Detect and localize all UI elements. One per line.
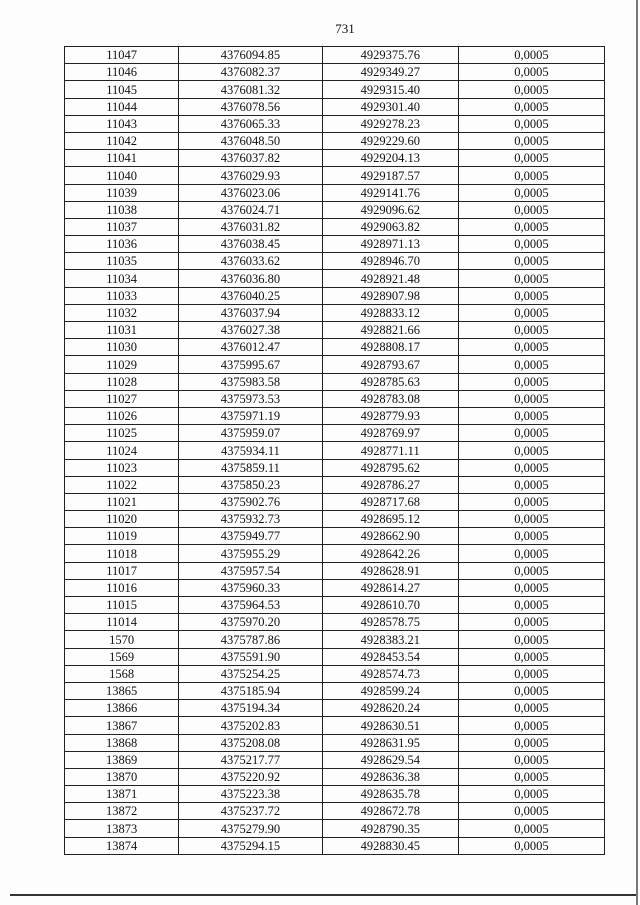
table-row	[65, 236, 605, 253]
tolerance-cell: 0,0005	[458, 132, 604, 149]
point-id-cell: 11030	[65, 339, 179, 356]
table-row	[65, 476, 605, 493]
tolerance-cell: 0,0005	[458, 700, 604, 717]
point-id-cell: 11036	[65, 236, 179, 253]
y-coordinate-cell: 4928717.68	[322, 493, 458, 510]
x-coordinate-cell: 4375237.72	[179, 803, 322, 820]
x-coordinate-cell: 4375934.11	[179, 442, 322, 459]
table-row	[65, 700, 605, 717]
tolerance-cell: 0,0005	[458, 81, 604, 98]
y-coordinate-cell: 4928628.91	[322, 562, 458, 579]
point-id-cell: 13872	[65, 803, 179, 820]
y-coordinate-cell: 4929096.62	[322, 201, 458, 218]
table-row	[65, 768, 605, 785]
point-id-cell: 11039	[65, 184, 179, 201]
table-row	[65, 511, 605, 528]
x-coordinate-cell: 4375932.73	[179, 511, 322, 528]
table-row	[65, 150, 605, 167]
x-coordinate-cell: 4375957.54	[179, 562, 322, 579]
tolerance-cell: 0,0005	[458, 682, 604, 699]
tolerance-cell: 0,0005	[458, 717, 604, 734]
table-row	[65, 356, 605, 373]
page-number: 731	[335, 21, 355, 36]
point-id-cell: 13868	[65, 734, 179, 751]
y-coordinate-cell: 4928795.62	[322, 459, 458, 476]
table-row	[65, 442, 605, 459]
table-row	[65, 493, 605, 510]
y-coordinate-cell: 4928833.12	[322, 304, 458, 321]
y-coordinate-cell: 4929204.13	[322, 150, 458, 167]
point-id-cell: 11031	[65, 322, 179, 339]
tolerance-cell: 0,0005	[458, 768, 604, 785]
x-coordinate-cell: 4375294.15	[179, 837, 322, 854]
point-id-cell: 13866	[65, 700, 179, 717]
x-coordinate-cell: 4375254.25	[179, 665, 322, 682]
y-coordinate-cell: 4929063.82	[322, 218, 458, 235]
point-id-cell: 11014	[65, 614, 179, 631]
x-coordinate-cell: 4375970.20	[179, 614, 322, 631]
x-coordinate-cell: 4376078.56	[179, 98, 322, 115]
y-coordinate-cell: 4929229.60	[322, 132, 458, 149]
x-coordinate-cell: 4376040.25	[179, 287, 322, 304]
x-coordinate-cell: 4375202.83	[179, 717, 322, 734]
y-coordinate-cell: 4928453.54	[322, 648, 458, 665]
y-coordinate-cell: 4928907.98	[322, 287, 458, 304]
point-id-cell: 11026	[65, 407, 179, 424]
y-coordinate-cell: 4928636.38	[322, 768, 458, 785]
y-coordinate-cell: 4929315.40	[322, 81, 458, 98]
table-row	[65, 132, 605, 149]
tolerance-cell: 0,0005	[458, 287, 604, 304]
point-id-cell: 11043	[65, 115, 179, 132]
x-coordinate-cell: 4375983.58	[179, 373, 322, 390]
table-row	[65, 459, 605, 476]
tolerance-cell: 0,0005	[458, 786, 604, 803]
point-id-cell: 11044	[65, 98, 179, 115]
table-row	[65, 115, 605, 132]
point-id-cell: 11047	[65, 47, 179, 64]
tolerance-cell: 0,0005	[458, 837, 604, 854]
page-right-edge	[636, 0, 638, 905]
tolerance-cell: 0,0005	[458, 665, 604, 682]
x-coordinate-cell: 4376031.82	[179, 218, 322, 235]
x-coordinate-cell: 4376094.85	[179, 47, 322, 64]
point-id-cell: 11033	[65, 287, 179, 304]
point-id-cell: 13869	[65, 751, 179, 768]
x-coordinate-cell: 4375217.77	[179, 751, 322, 768]
tolerance-cell: 0,0005	[458, 614, 604, 631]
y-coordinate-cell: 4928793.67	[322, 356, 458, 373]
point-id-cell: 1569	[65, 648, 179, 665]
x-coordinate-cell: 4376023.06	[179, 184, 322, 201]
y-coordinate-cell: 4928629.54	[322, 751, 458, 768]
y-coordinate-cell: 4928631.95	[322, 734, 458, 751]
table-row	[65, 270, 605, 287]
tolerance-cell: 0,0005	[458, 476, 604, 493]
table-row	[65, 98, 605, 115]
table-row	[65, 734, 605, 751]
point-id-cell: 11035	[65, 253, 179, 270]
y-coordinate-cell: 4928635.78	[322, 786, 458, 803]
point-id-cell: 11019	[65, 528, 179, 545]
page-bottom-border	[10, 894, 636, 896]
table-row	[65, 47, 605, 64]
table-row	[65, 682, 605, 699]
y-coordinate-cell: 4928769.97	[322, 425, 458, 442]
tolerance-cell: 0,0005	[458, 373, 604, 390]
tolerance-cell: 0,0005	[458, 253, 604, 270]
x-coordinate-cell: 4375960.33	[179, 579, 322, 596]
y-coordinate-cell: 4928830.45	[322, 837, 458, 854]
point-id-cell: 11034	[65, 270, 179, 287]
table-row	[65, 820, 605, 837]
point-id-cell: 11042	[65, 132, 179, 149]
tolerance-cell: 0,0005	[458, 390, 604, 407]
y-coordinate-cell: 4928946.70	[322, 253, 458, 270]
table-row	[65, 339, 605, 356]
point-id-cell: 11041	[65, 150, 179, 167]
point-id-cell: 1568	[65, 665, 179, 682]
tolerance-cell: 0,0005	[458, 631, 604, 648]
y-coordinate-cell: 4929301.40	[322, 98, 458, 115]
tolerance-cell: 0,0005	[458, 304, 604, 321]
x-coordinate-cell: 4375194.34	[179, 700, 322, 717]
y-coordinate-cell: 4928383.21	[322, 631, 458, 648]
y-coordinate-cell: 4928790.35	[322, 820, 458, 837]
point-id-cell: 11045	[65, 81, 179, 98]
tolerance-cell: 0,0005	[458, 356, 604, 373]
point-id-cell: 11016	[65, 579, 179, 596]
x-coordinate-cell: 4375208.08	[179, 734, 322, 751]
x-coordinate-cell: 4376012.47	[179, 339, 322, 356]
tolerance-cell: 0,0005	[458, 322, 604, 339]
table-row	[65, 425, 605, 442]
y-coordinate-cell: 4928785.63	[322, 373, 458, 390]
coordinates-table	[64, 46, 605, 855]
point-id-cell: 11018	[65, 545, 179, 562]
tolerance-cell: 0,0005	[458, 511, 604, 528]
point-id-cell: 11023	[65, 459, 179, 476]
table-row	[65, 614, 605, 631]
tolerance-cell: 0,0005	[458, 64, 604, 81]
tolerance-cell: 0,0005	[458, 751, 604, 768]
table-row	[65, 597, 605, 614]
point-id-cell: 11046	[65, 64, 179, 81]
y-coordinate-cell: 4928614.27	[322, 579, 458, 596]
table-row	[65, 407, 605, 424]
table-row	[65, 562, 605, 579]
tolerance-cell: 0,0005	[458, 579, 604, 596]
table-row	[65, 167, 605, 184]
y-coordinate-cell: 4928921.48	[322, 270, 458, 287]
x-coordinate-cell: 4375185.94	[179, 682, 322, 699]
y-coordinate-cell: 4928599.24	[322, 682, 458, 699]
x-coordinate-cell: 4375850.23	[179, 476, 322, 493]
tolerance-cell: 0,0005	[458, 803, 604, 820]
x-coordinate-cell: 4376027.38	[179, 322, 322, 339]
y-coordinate-cell: 4928971.13	[322, 236, 458, 253]
y-coordinate-cell: 4929349.27	[322, 64, 458, 81]
y-coordinate-cell: 4928610.70	[322, 597, 458, 614]
point-id-cell: 13870	[65, 768, 179, 785]
tolerance-cell: 0,0005	[458, 734, 604, 751]
table-row	[65, 837, 605, 854]
table-row	[65, 665, 605, 682]
x-coordinate-cell: 4375279.90	[179, 820, 322, 837]
tolerance-cell: 0,0005	[458, 98, 604, 115]
y-coordinate-cell: 4929278.23	[322, 115, 458, 132]
tolerance-cell: 0,0005	[458, 47, 604, 64]
table-row	[65, 579, 605, 596]
point-id-cell: 11017	[65, 562, 179, 579]
x-coordinate-cell: 4375995.67	[179, 356, 322, 373]
point-id-cell: 11024	[65, 442, 179, 459]
tolerance-cell: 0,0005	[458, 407, 604, 424]
x-coordinate-cell: 4376038.45	[179, 236, 322, 253]
table-row	[65, 528, 605, 545]
tolerance-cell: 0,0005	[458, 339, 604, 356]
tolerance-cell: 0,0005	[458, 236, 604, 253]
y-coordinate-cell: 4928779.93	[322, 407, 458, 424]
x-coordinate-cell: 4375971.19	[179, 407, 322, 424]
table-row	[65, 786, 605, 803]
y-coordinate-cell: 4928630.51	[322, 717, 458, 734]
x-coordinate-cell: 4375964.53	[179, 597, 322, 614]
x-coordinate-cell: 4376082.37	[179, 64, 322, 81]
table-row	[65, 287, 605, 304]
table-row	[65, 201, 605, 218]
y-coordinate-cell: 4928808.17	[322, 339, 458, 356]
x-coordinate-cell: 4375949.77	[179, 528, 322, 545]
x-coordinate-cell: 4375973.53	[179, 390, 322, 407]
point-id-cell: 11022	[65, 476, 179, 493]
tolerance-cell: 0,0005	[458, 820, 604, 837]
y-coordinate-cell: 4928662.90	[322, 528, 458, 545]
point-id-cell: 13874	[65, 837, 179, 854]
point-id-cell: 11037	[65, 218, 179, 235]
table-row	[65, 545, 605, 562]
table-row	[65, 322, 605, 339]
y-coordinate-cell: 4928821.66	[322, 322, 458, 339]
tolerance-cell: 0,0005	[458, 270, 604, 287]
point-id-cell: 13873	[65, 820, 179, 837]
y-coordinate-cell: 4929187.57	[322, 167, 458, 184]
point-id-cell: 11032	[65, 304, 179, 321]
table-row	[65, 631, 605, 648]
x-coordinate-cell: 4376036.80	[179, 270, 322, 287]
table-row	[65, 304, 605, 321]
tolerance-cell: 0,0005	[458, 115, 604, 132]
point-id-cell: 11021	[65, 493, 179, 510]
tolerance-cell: 0,0005	[458, 442, 604, 459]
table-row	[65, 81, 605, 98]
point-id-cell: 11038	[65, 201, 179, 218]
tolerance-cell: 0,0005	[458, 425, 604, 442]
table-row	[65, 717, 605, 734]
x-coordinate-cell: 4375787.86	[179, 631, 322, 648]
tolerance-cell: 0,0005	[458, 184, 604, 201]
x-coordinate-cell: 4376081.32	[179, 81, 322, 98]
point-id-cell: 11028	[65, 373, 179, 390]
y-coordinate-cell: 4928574.73	[322, 665, 458, 682]
x-coordinate-cell: 4375220.92	[179, 768, 322, 785]
point-id-cell: 11025	[65, 425, 179, 442]
table-body	[65, 47, 605, 855]
tolerance-cell: 0,0005	[458, 459, 604, 476]
point-id-cell: 13865	[65, 682, 179, 699]
tolerance-cell: 0,0005	[458, 150, 604, 167]
x-coordinate-cell: 4375859.11	[179, 459, 322, 476]
x-coordinate-cell: 4376029.93	[179, 167, 322, 184]
y-coordinate-cell: 4929141.76	[322, 184, 458, 201]
y-coordinate-cell: 4928578.75	[322, 614, 458, 631]
y-coordinate-cell: 4928771.11	[322, 442, 458, 459]
point-id-cell: 13867	[65, 717, 179, 734]
y-coordinate-cell: 4928642.26	[322, 545, 458, 562]
point-id-cell: 1570	[65, 631, 179, 648]
table-row	[65, 373, 605, 390]
x-coordinate-cell: 4375223.38	[179, 786, 322, 803]
x-coordinate-cell: 4375902.76	[179, 493, 322, 510]
tolerance-cell: 0,0005	[458, 493, 604, 510]
table-row	[65, 184, 605, 201]
tolerance-cell: 0,0005	[458, 648, 604, 665]
x-coordinate-cell: 4376033.62	[179, 253, 322, 270]
point-id-cell: 11027	[65, 390, 179, 407]
table-row	[65, 648, 605, 665]
table-row	[65, 751, 605, 768]
point-id-cell: 11015	[65, 597, 179, 614]
tolerance-cell: 0,0005	[458, 562, 604, 579]
point-id-cell: 11020	[65, 511, 179, 528]
y-coordinate-cell: 4928672.78	[322, 803, 458, 820]
tolerance-cell: 0,0005	[458, 528, 604, 545]
y-coordinate-cell: 4928620.24	[322, 700, 458, 717]
x-coordinate-cell: 4375955.29	[179, 545, 322, 562]
point-id-cell: 11029	[65, 356, 179, 373]
table-row	[65, 64, 605, 81]
x-coordinate-cell: 4375959.07	[179, 425, 322, 442]
table-row	[65, 803, 605, 820]
x-coordinate-cell: 4376037.82	[179, 150, 322, 167]
x-coordinate-cell: 4376048.50	[179, 132, 322, 149]
table-row	[65, 218, 605, 235]
x-coordinate-cell: 4375591.90	[179, 648, 322, 665]
tolerance-cell: 0,0005	[458, 545, 604, 562]
y-coordinate-cell: 4929375.76	[322, 47, 458, 64]
table-row	[65, 253, 605, 270]
x-coordinate-cell: 4376037.94	[179, 304, 322, 321]
y-coordinate-cell: 4928783.08	[322, 390, 458, 407]
table-row	[65, 390, 605, 407]
tolerance-cell: 0,0005	[458, 597, 604, 614]
x-coordinate-cell: 4376065.33	[179, 115, 322, 132]
y-coordinate-cell: 4928695.12	[322, 511, 458, 528]
tolerance-cell: 0,0005	[458, 167, 604, 184]
tolerance-cell: 0,0005	[458, 218, 604, 235]
point-id-cell: 13871	[65, 786, 179, 803]
tolerance-cell: 0,0005	[458, 201, 604, 218]
point-id-cell: 11040	[65, 167, 179, 184]
y-coordinate-cell: 4928786.27	[322, 476, 458, 493]
x-coordinate-cell: 4376024.71	[179, 201, 322, 218]
